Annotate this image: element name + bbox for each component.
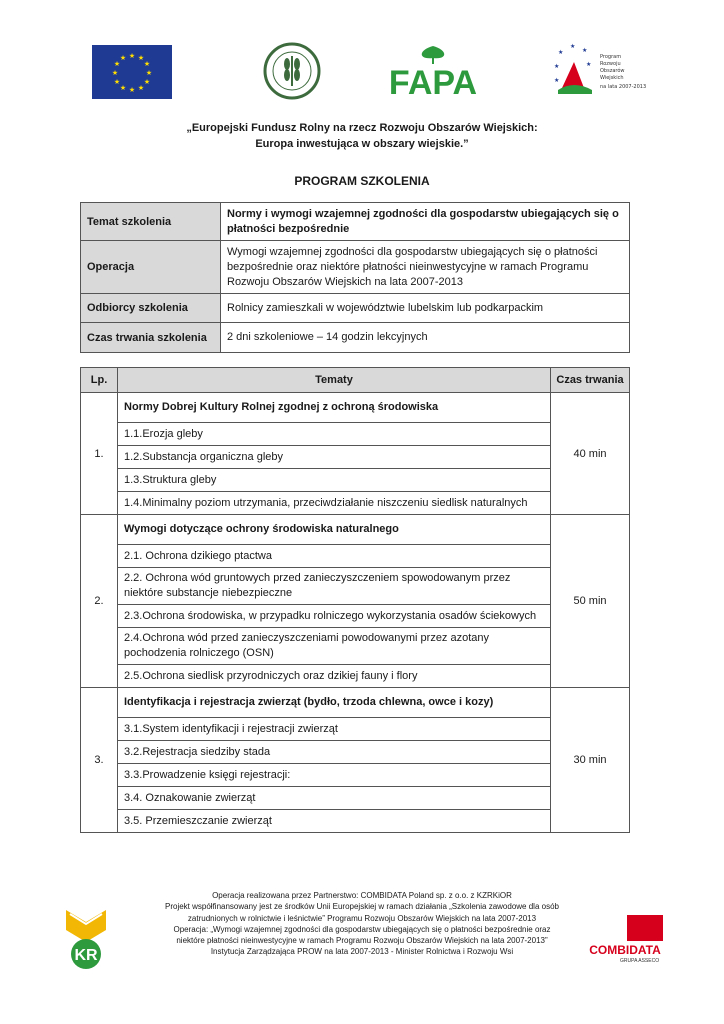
- table-row: [81, 446, 630, 469]
- topics-header-row: [81, 368, 630, 393]
- prow-logo-line: Rozwoju: [600, 61, 621, 67]
- table-row: [81, 787, 630, 810]
- svg-text:★: ★: [582, 47, 588, 54]
- fund-headline-line1: „Europejski Fundusz Rolny na rzecz Rozwoju Obszarów Wiejskich:: [186, 122, 538, 134]
- info-value: 2 dni szkoleniowe – 14 godzin lekcyjnych: [221, 323, 630, 353]
- footer-line: Instytucja Zarządzająca PROW na lata 2007-2013 - Minister Rolnictwa i Rozwoju Wsi: [210, 947, 514, 957]
- table-row: [81, 469, 630, 492]
- column-header-duration: Czas trwania: [551, 368, 630, 393]
- info-row-recipients: [81, 294, 630, 323]
- section-title: Identyfikacja i rejestracja zwierząt (bydło, trzoda chlewna, owce i kozy): [118, 688, 551, 718]
- topic-item: 3.3.Prowadzenie księgi rejestracji:: [118, 764, 551, 787]
- info-label: Temat szkolenia: [81, 203, 221, 241]
- footer-line: zatrudnionych w rolnictwie i leśnictwie” Programu Rozwoju Obszarów Wiejskich na lata 2007-2013: [187, 913, 537, 923]
- table-row: [81, 665, 630, 688]
- table-row: [81, 605, 630, 628]
- svg-text:★: ★: [586, 61, 592, 68]
- prow-logo-line: Program: [600, 54, 622, 60]
- table-row: [81, 810, 630, 833]
- table-row: [81, 741, 630, 764]
- topic-item: 1.1.Erozja gleby: [118, 423, 551, 446]
- svg-text:★: ★: [137, 84, 145, 92]
- topic-item: 2.2. Ochrona wód gruntowych przed zanieczyszczeniem spowodowanym przez niektóre substancje niebezpieczne: [118, 568, 551, 605]
- topic-item: 3.4. Oznakowanie zwierząt: [118, 787, 551, 810]
- table-row: [81, 423, 630, 446]
- training-info-table: [80, 202, 630, 353]
- footer-line: Operacja: „Wymogi wzajemnej zgodności dla gospodarstw ubiegających się o płatności bezpośrednie oraz: [173, 924, 551, 934]
- svg-text:★: ★: [145, 69, 153, 77]
- svg-text:★: ★: [128, 52, 136, 60]
- footer-line: Operacja realizowana przez Partnerstwo: COMBIDATA Poland sp. z o.o. z KZRKiOR: [212, 891, 512, 900]
- svg-text:★: ★: [554, 63, 560, 70]
- section-title: Normy Dobrej Kultury Rolnej zgodnej z ochroną środowiska: [118, 393, 551, 423]
- info-row-topic: [81, 203, 630, 241]
- svg-text:★: ★: [137, 54, 145, 62]
- info-value: Normy i wymogi wzajemnej zgodności dla gospodarstw ubiegających się o płatności bezpośrednie: [221, 203, 630, 241]
- footer-line: Projekt współfinansowany jest ze środków Unii Europejskiej w ramach działania „Szkolenia zawodowe dla osób: [165, 902, 559, 912]
- info-label: Czas trwania szkolenia: [81, 323, 221, 353]
- combidata-logo-text: COMBIDATA: [589, 943, 661, 957]
- footer-notes: [110, 890, 614, 958]
- topic-item: 3.5. Przemieszczanie zwierząt: [118, 810, 551, 833]
- fund-headline-line2: Europa inwestująca w obszary wiejskie.”: [255, 138, 469, 150]
- info-row-duration: [81, 323, 630, 353]
- table-row: [81, 718, 630, 741]
- table-row: [81, 515, 630, 545]
- krir-logo-text: KR: [74, 947, 98, 964]
- ministry-seal-logo: [262, 42, 322, 100]
- fund-headline: [0, 120, 724, 152]
- svg-text:★: ★: [119, 84, 127, 92]
- info-label: Odbiorcy szkolenia: [81, 294, 221, 323]
- svg-text:★: ★: [111, 69, 119, 77]
- info-label: Operacja: [81, 241, 221, 294]
- info-row-operation: [81, 241, 630, 294]
- section-duration: 40 min: [551, 393, 630, 515]
- combidata-logo: [586, 915, 664, 965]
- svg-text:★: ★: [113, 60, 121, 68]
- info-value: Wymogi wzajemnej zgodności dla gospodarstw ubiegających się o płatności bezpośrednie oraz niektóre płatności nieinwestycyjne w ramach Programu Rozwoju Obszarów Wiejskich na lata 2007-2013: [221, 241, 630, 294]
- program-title: PROGRAM SZKOLENIA: [294, 174, 430, 188]
- section-number: 2.: [81, 515, 118, 688]
- svg-text:★: ★: [143, 60, 151, 68]
- table-row: [81, 568, 630, 605]
- fapa-logo-text: FAPA: [388, 64, 478, 98]
- topic-item: 1.2.Substancja organiczna gleby: [118, 446, 551, 469]
- krir-logo: [64, 908, 108, 972]
- topic-item: 2.5.Ochrona siedlisk przyrodniczych oraz dzikiej fauny i flory: [118, 665, 551, 688]
- topic-item: 2.1. Ochrona dzikiego ptactwa: [118, 545, 551, 568]
- fapa-logo: [378, 44, 488, 98]
- table-row: [81, 628, 630, 665]
- topic-item: 2.3.Ochrona środowiska, w przypadku rolniczego wykorzystania osadów ściekowych: [118, 605, 551, 628]
- svg-text:★: ★: [143, 78, 151, 86]
- column-header-lp: Lp.: [81, 368, 118, 393]
- section-title: Wymogi dotyczące ochrony środowiska naturalnego: [118, 515, 551, 545]
- svg-text:★: ★: [119, 54, 127, 62]
- topic-item: 2.4.Ochrona wód przed zanieczyszczeniami powodowanymi przez azotany pochodzenia rolniczego (OSN): [118, 628, 551, 665]
- topics-table: [80, 367, 630, 833]
- table-row: [81, 688, 630, 718]
- section-duration: 50 min: [551, 515, 630, 688]
- combidata-logo-subtext: GRUPA ASSECO: [620, 958, 660, 964]
- prow-logo-line: Obszarów: [600, 68, 625, 74]
- topic-item: 3.1.System identyfikacji i rejestracji zwierząt: [118, 718, 551, 741]
- prow-logo-line: na lata 2007-2013: [600, 84, 647, 90]
- svg-text:★: ★: [554, 77, 560, 84]
- table-row: [81, 492, 630, 515]
- table-row: [81, 393, 630, 423]
- section-number: 3.: [81, 688, 118, 833]
- prow-logo-line: Wiejskich: [600, 75, 624, 81]
- svg-text:★: ★: [128, 86, 136, 94]
- topic-item: 1.3.Struktura gleby: [118, 469, 551, 492]
- info-value: Rolnicy zamieszkali w województwie lubelskim lub podkarpackim: [221, 294, 630, 323]
- section-number: 1.: [81, 393, 118, 515]
- prow-logo: [550, 42, 650, 100]
- table-row: [81, 545, 630, 568]
- svg-text:★: ★: [113, 78, 121, 86]
- logo-bar: [0, 42, 724, 100]
- topic-item: 3.2.Rejestracja siedziby stada: [118, 741, 551, 764]
- column-header-topics: Tematy: [118, 368, 551, 393]
- section-duration: 30 min: [551, 688, 630, 833]
- footer-line: niektóre płatności nieinwestycyjne w ramach Programu Rozwoju Obszarów Wiejskich na lata 2007-2013”: [176, 936, 548, 946]
- svg-text:★: ★: [558, 49, 564, 56]
- topic-item: 1.4.Minimalny poziom utrzymania, przeciwdziałanie niszczeniu siedlisk naturalnych: [118, 492, 551, 515]
- eu-flag-logo: [92, 45, 172, 99]
- svg-text:★: ★: [570, 43, 576, 50]
- table-row: [81, 764, 630, 787]
